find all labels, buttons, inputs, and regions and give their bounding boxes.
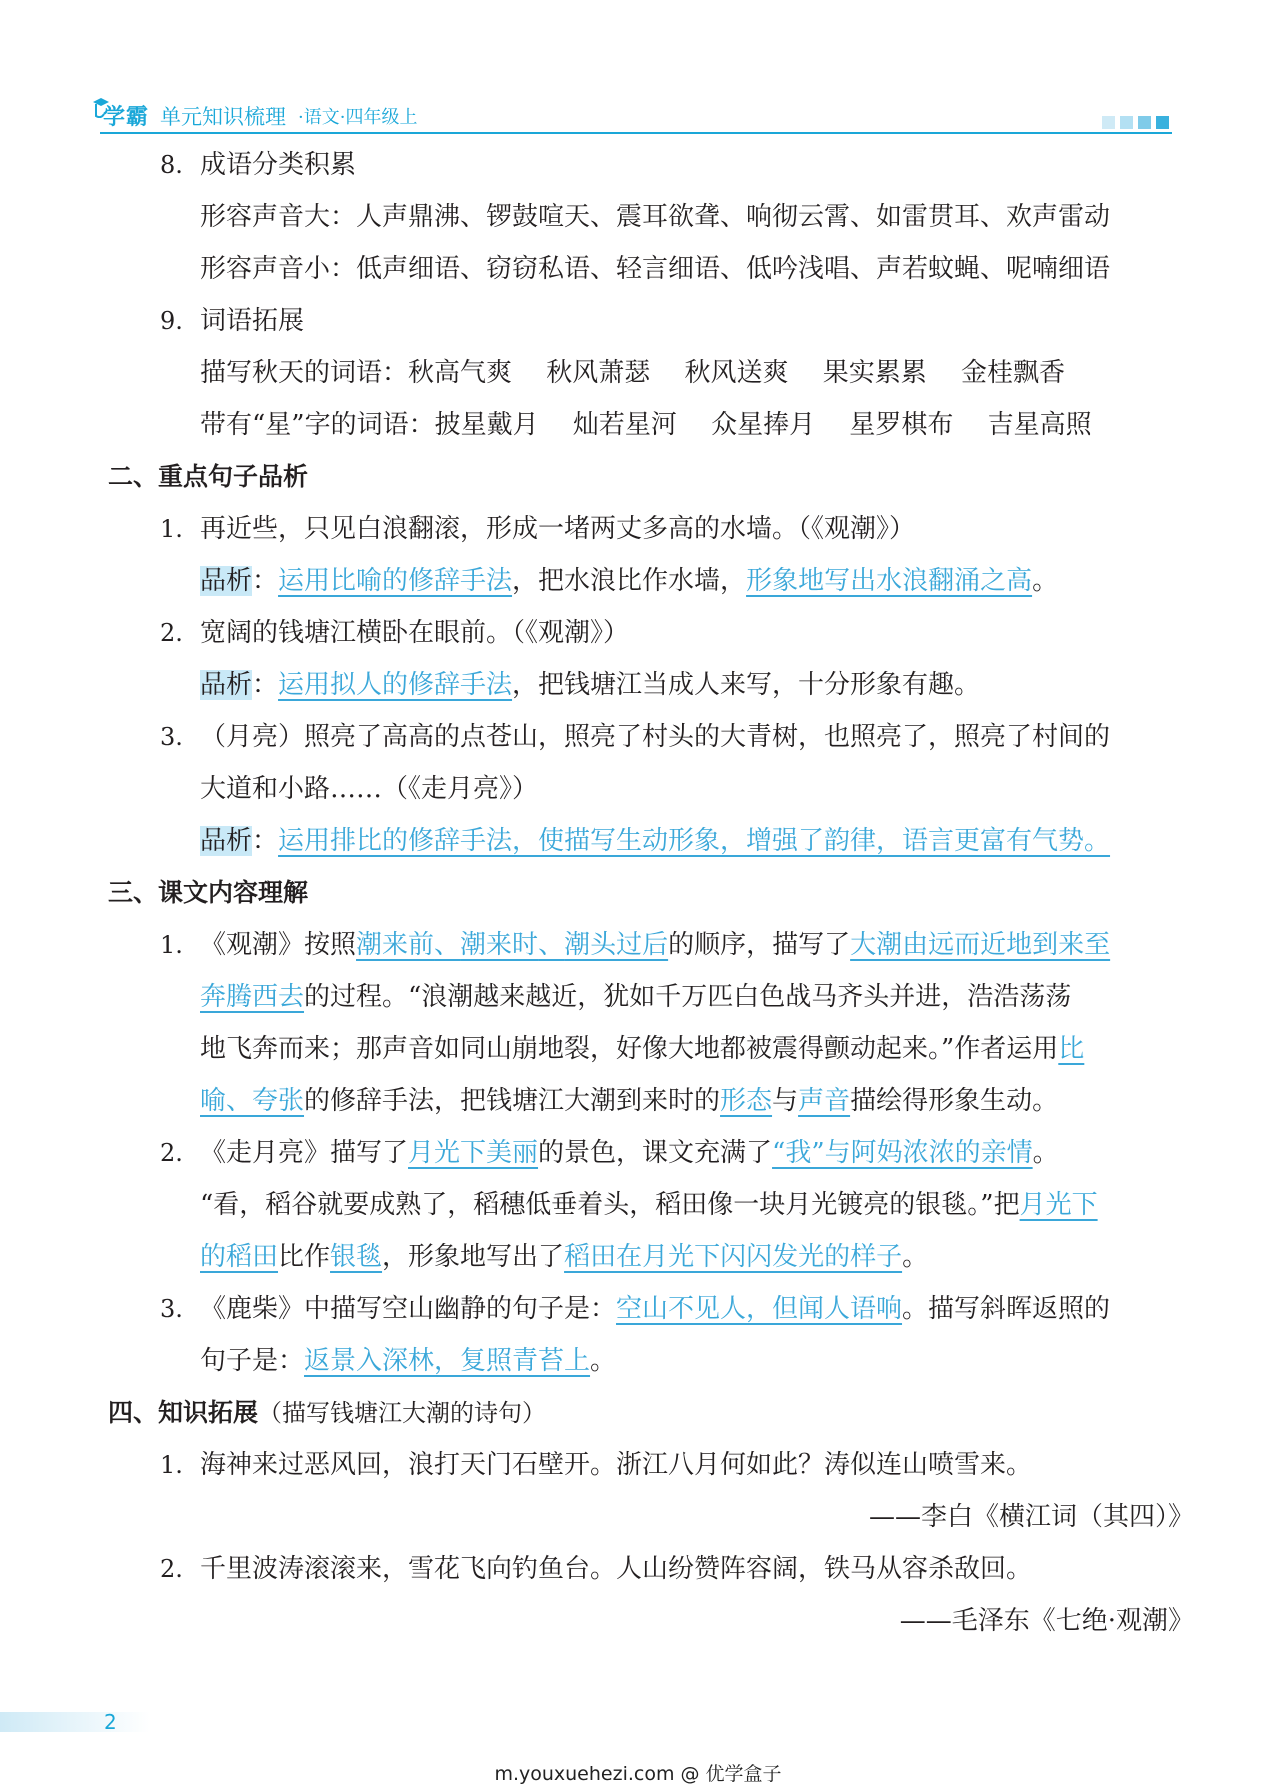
analysis-line [200, 824, 1110, 858]
analysis-label: 品析 [200, 566, 253, 596]
idiom-label: 形容声音小： [200, 254, 357, 284]
text: 《鹿柴》中描写空山幽静的句子是： [200, 1294, 617, 1324]
colon: ： [252, 670, 279, 700]
answer-text: 空山不见人，但闻人语响 [616, 1294, 903, 1324]
item-title: 词语拓展 [200, 306, 305, 336]
text: 。 [902, 1242, 929, 1272]
idiom-label: 形容声音大： [200, 202, 357, 232]
item-number: 8. [160, 151, 183, 179]
answer-text: 奔腾西去 [200, 982, 305, 1012]
analysis-line [200, 668, 980, 702]
text: 。 [1032, 566, 1059, 596]
sentence: 大道和小路……（《走月亮》） [200, 774, 539, 804]
poem-text: 海神来过恶风回，浪打天门石壁开。浙江八月何如此？涛似连山喷雪来。 [200, 1450, 1033, 1480]
text: ，形象地写出了 [382, 1242, 565, 1272]
header-squares-decoration [1102, 116, 1169, 129]
autumn-words: 描写秋天的词语：秋高气爽 秋风萧瑟 秋风送爽 果实累累 金桂飘香 [200, 358, 1066, 388]
answer-text: 稻田在月光下闪闪发光的样子 [564, 1242, 903, 1272]
page-header [0, 0, 1276, 140]
item-number: 3. [160, 1295, 183, 1323]
header-divider [100, 132, 1172, 134]
page-number: 2 [104, 1710, 117, 1734]
section-heading: 三、课文内容理解 [108, 878, 309, 907]
idiom-line-loud [200, 200, 1110, 234]
analysis-label: 品析 [200, 826, 253, 856]
answer-text: 银毯 [330, 1242, 383, 1272]
paragraph-line [200, 1292, 1110, 1326]
paragraph-line [200, 1136, 1059, 1170]
paragraph-line [200, 1084, 1058, 1118]
text: 的过程。“浪潮越来越近，犹如千万匹白色战马齐头并进，浩浩荡荡 [304, 982, 1072, 1012]
section-heading: 二、重点句子品析 [108, 462, 309, 491]
item-title: 成语分类积累 [200, 150, 357, 180]
item-number: 1. [160, 931, 183, 959]
idiom-line-soft [200, 252, 1110, 286]
paragraph-line [200, 1240, 928, 1274]
watermark: m.youxuehezi.com @ 优学盒子 [494, 1763, 782, 1785]
text: “看，稻谷就要成熟了，稻穗低垂着头，稻田像一块月光镀亮的银毯。”把 [200, 1190, 1020, 1220]
analysis-label: 品析 [200, 670, 253, 700]
answer-text: 返景入深林，复照青苔上 [304, 1346, 591, 1376]
idiom-words: 人声鼎沸、锣鼓喧天、震耳欲聋、响彻云霄、如雷贯耳、欢声雷动 [356, 202, 1111, 232]
item-number: 2. [160, 1139, 183, 1167]
item-number: 9. [160, 307, 183, 335]
brand-logo: 学霸 [103, 105, 150, 130]
header-title: 单元知识梳理 [160, 105, 286, 129]
sentence: （月亮）照亮了高高的点苍山，照亮了村头的大青树，也照亮了，照亮了村间的 [200, 722, 1111, 752]
section-heading [108, 1396, 546, 1430]
answer-text: 形象地写出水浪翻涌之高 [746, 566, 1033, 596]
answer-text: 、 [434, 930, 461, 960]
text: 《观潮》按照 [200, 930, 357, 960]
paragraph-line [200, 1032, 1084, 1066]
text: ，把水浪比作水墙， [512, 566, 747, 596]
answer-text: 喻、夸张 [200, 1086, 305, 1116]
item-number: 2. [160, 619, 183, 647]
answer-text: 运用比喻的修辞手法 [278, 566, 513, 596]
section-heading-text: 四、知识拓展 [108, 1398, 259, 1427]
answer-text: 潮头过后 [564, 930, 669, 960]
answer-text: 潮来时 [460, 930, 539, 960]
text: ，把钱塘江当成人来写，十分形象有趣。 [512, 670, 981, 700]
section-heading-subtitle: （描写钱塘江大潮的诗句） [258, 1399, 547, 1427]
colon: ： [252, 826, 279, 856]
text: 。 [1032, 1138, 1059, 1168]
answer-text: 形态 [720, 1086, 773, 1116]
text: 的景色，课文充满了 [538, 1138, 773, 1168]
text: 比作 [278, 1242, 331, 1272]
item-number: 3. [160, 723, 183, 751]
idiom-words: 低声细语、窃窃私语、轻言细语、低吟浅唱、声若蚊蝇、呢喃细语 [356, 254, 1111, 284]
star-words: 带有“星”字的词语：披星戴月 灿若星河 众星捧月 星罗棋布 吉星高照 [200, 410, 1092, 440]
colon: ： [252, 566, 279, 596]
text: 与 [772, 1086, 799, 1116]
paragraph-line [200, 928, 1110, 962]
item-number: 2. [160, 1555, 183, 1583]
answer-text: 月光下美丽 [408, 1138, 539, 1168]
text: 《走月亮》描写了 [200, 1138, 409, 1168]
paragraph-line [200, 1344, 616, 1378]
answer-text: 声音 [798, 1086, 851, 1116]
text: 地飞奔而来；那声音如同山崩地裂，好像大地都被震得颤动起来。”作者运用 [200, 1034, 1059, 1064]
sentence: 宽阔的钱塘江横卧在眼前。（《观潮》） [200, 618, 630, 648]
poem-text: 千里波涛滚滚来，雪花飞向钓鱼台。人山纷赞阵容阔，铁马从容杀敌回。 [200, 1554, 1033, 1584]
answer-text: 、 [538, 930, 565, 960]
answer-text: 大潮由远而近地到来至 [850, 930, 1111, 960]
answer-text: 潮来前 [356, 930, 435, 960]
text: 描绘得形象生动。 [850, 1086, 1059, 1116]
text: 句子是： [200, 1346, 305, 1376]
answer-text: 比 [1058, 1034, 1085, 1064]
poem-author: ——毛泽东《七绝·观潮》 [899, 1606, 1194, 1636]
text: 。 [590, 1346, 617, 1376]
item-number: 1. [160, 515, 183, 543]
paragraph-line [200, 980, 1071, 1014]
header-subtitle: ·语文·四年级上 [298, 107, 418, 128]
sentence: 再近些，只见白浪翻滚，形成一堵两丈多高的水墙。（《观潮》） [200, 514, 916, 544]
paragraph-line [200, 1188, 1098, 1222]
answer-text: “我”与阿妈浓浓的亲情 [772, 1138, 1033, 1168]
analysis-line [200, 564, 1058, 598]
answer-text: 的稻田 [200, 1242, 279, 1272]
answer-text: 运用拟人的修辞手法 [278, 670, 513, 700]
answer-text: 运用排比的修辞手法，使描写生动形象，增强了韵律，语言更富有气势。 [278, 826, 1111, 856]
poem-author: ——李白《横江词（其四）》 [868, 1502, 1194, 1532]
text: 。描写斜晖返照的 [902, 1294, 1111, 1324]
text: 的修辞手法，把钱塘江大潮到来时的 [304, 1086, 721, 1116]
text: 的顺序，描写了 [668, 930, 851, 960]
item-number: 1. [160, 1451, 183, 1479]
page-number-bar [0, 1712, 150, 1732]
answer-text: 月光下 [1019, 1190, 1098, 1220]
